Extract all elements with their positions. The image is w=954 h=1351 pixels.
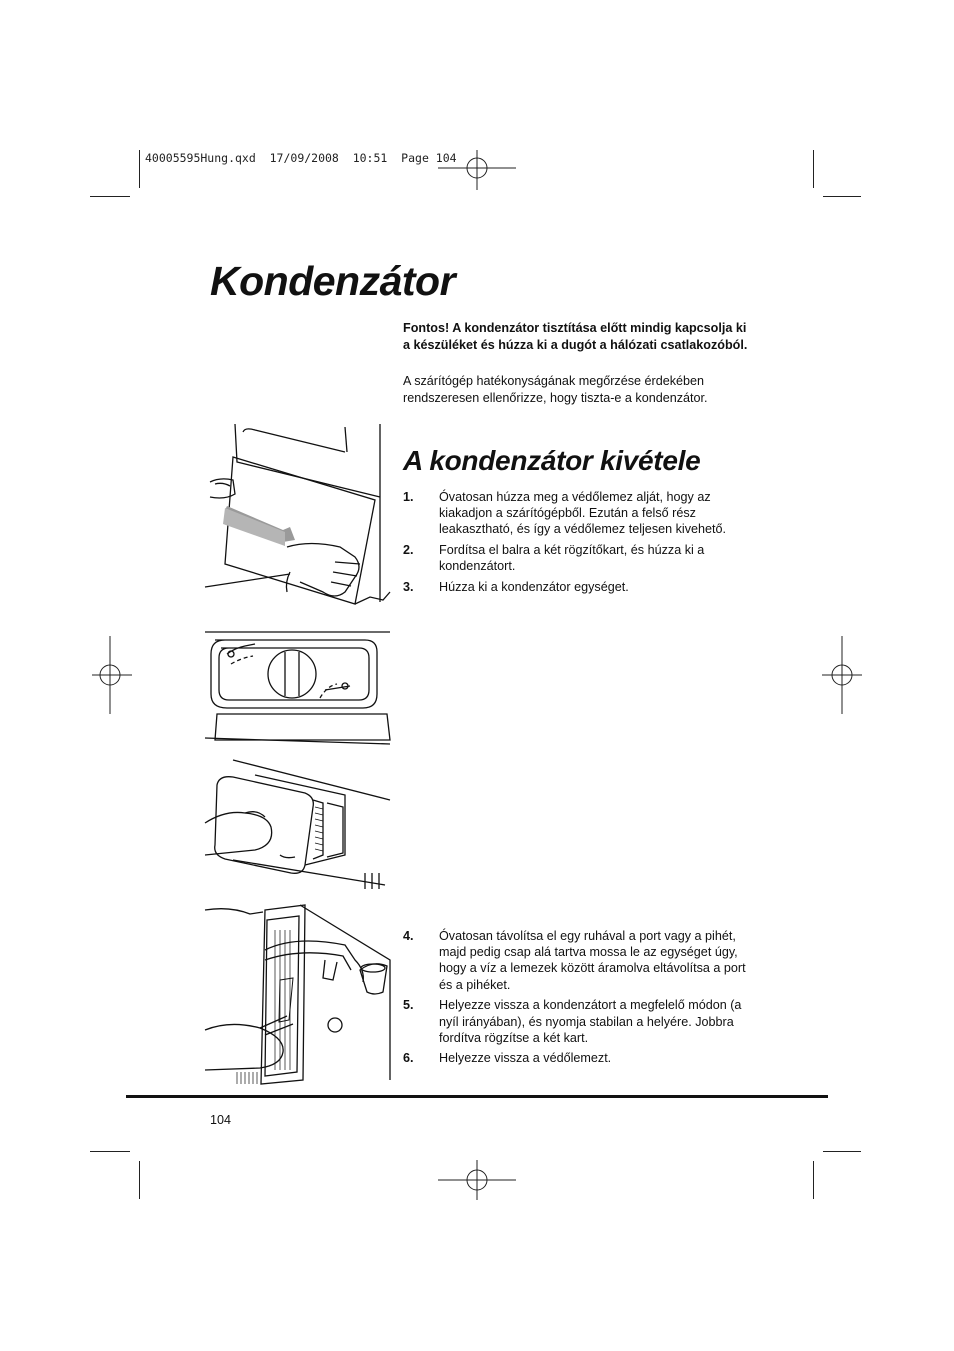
rinse-condenser-illustration	[205, 900, 395, 1085]
page-number: 104	[210, 1113, 232, 1127]
step-item: 4. Óvatosan távolítsa el egy ruhával a port vagy a pihét, majd pedig csap alá tartva mossa le az egységet úgy, hogy a víz a lemezek között áramolva eltávolítsa a port és a pihéket.	[403, 929, 746, 992]
step-text: Óvatosan húzza meg a védőlemez alját, hogy az kiakadjon a szárítógépből. Ezután a felső rész leakasztható, és így a védőlemez teljesen kivehető.	[439, 490, 727, 537]
section-title: A kondenzátor kivétele	[403, 445, 701, 476]
step-text: Óvatosan távolítsa el egy ruhával a port vagy a pihét, majd pedig csap alá tartva mossa le az egységet úgy, hogy a víz a lemezek között áramolva eltávolítsa a port és a pihéket.	[439, 929, 746, 992]
steps-list-removal	[403, 489, 748, 600]
step-text: Helyezze vissza a védőlemezt.	[439, 1051, 612, 1066]
pull-out-condenser-illustration	[205, 755, 390, 890]
step-text: Húzza ki a kondenzátor egységet.	[439, 580, 629, 595]
step-text: Helyezze vissza a kondenzátort a megfelelő módon (a nyíl irányában), és nyomja stabilan a helyére. Jobbra fordítva rögzítse a két kart.	[439, 998, 742, 1045]
step-item: 1. Óvatosan húzza meg a védőlemez alját, hogy az kiakadjon a szárítógépből. Ezután a felső rész leakasztható, és így a védőlemez teljesen kivehető.	[403, 490, 727, 537]
turn-levers-illustration	[205, 628, 390, 744]
step-item: 6. Helyezze vissza a védőlemezt.	[403, 1051, 612, 1066]
intro-paragraph: A szárítógép hatékonyságának megőrzése érdekében rendszeresen ellenőrizze, hogy tiszta-e a kondenzátor.	[403, 374, 708, 405]
important-notice: Fontos! A kondenzátor tisztítása előtt mindig kapcsolja ki a készüléket és húzza ki a dugót a hálózati csatlakozóból.	[403, 321, 748, 352]
step-item: 2. Fordítsa el balra a két rögzítőkart, és húzza ki a kondenzátort.	[403, 543, 705, 574]
registration-mark-right	[822, 636, 862, 714]
step-text: Fordítsa el balra a két rögzítőkart, és húzza ki a kondenzátort.	[439, 543, 705, 574]
page-title: Kondenzátor	[210, 258, 456, 304]
steps-list-cleaning	[403, 928, 748, 1071]
registration-mark-bottom	[438, 1160, 516, 1200]
remove-cover-plate-illustration	[205, 422, 390, 612]
step-item: 3. Húzza ki a kondenzátor egységet.	[403, 580, 629, 595]
registration-mark-top	[438, 150, 516, 190]
footer-rule	[126, 1095, 828, 1098]
registration-mark-left	[92, 636, 132, 714]
print-slug: 40005595Hung.qxd 17/09/2008 10:51 Page 104	[145, 151, 457, 165]
step-item: 5. Helyezze vissza a kondenzátort a megfelelő módon (a nyíl irányában), és nyomja stabilan a helyére. Jobbra fordítva rögzítse a két kart.	[403, 998, 742, 1045]
